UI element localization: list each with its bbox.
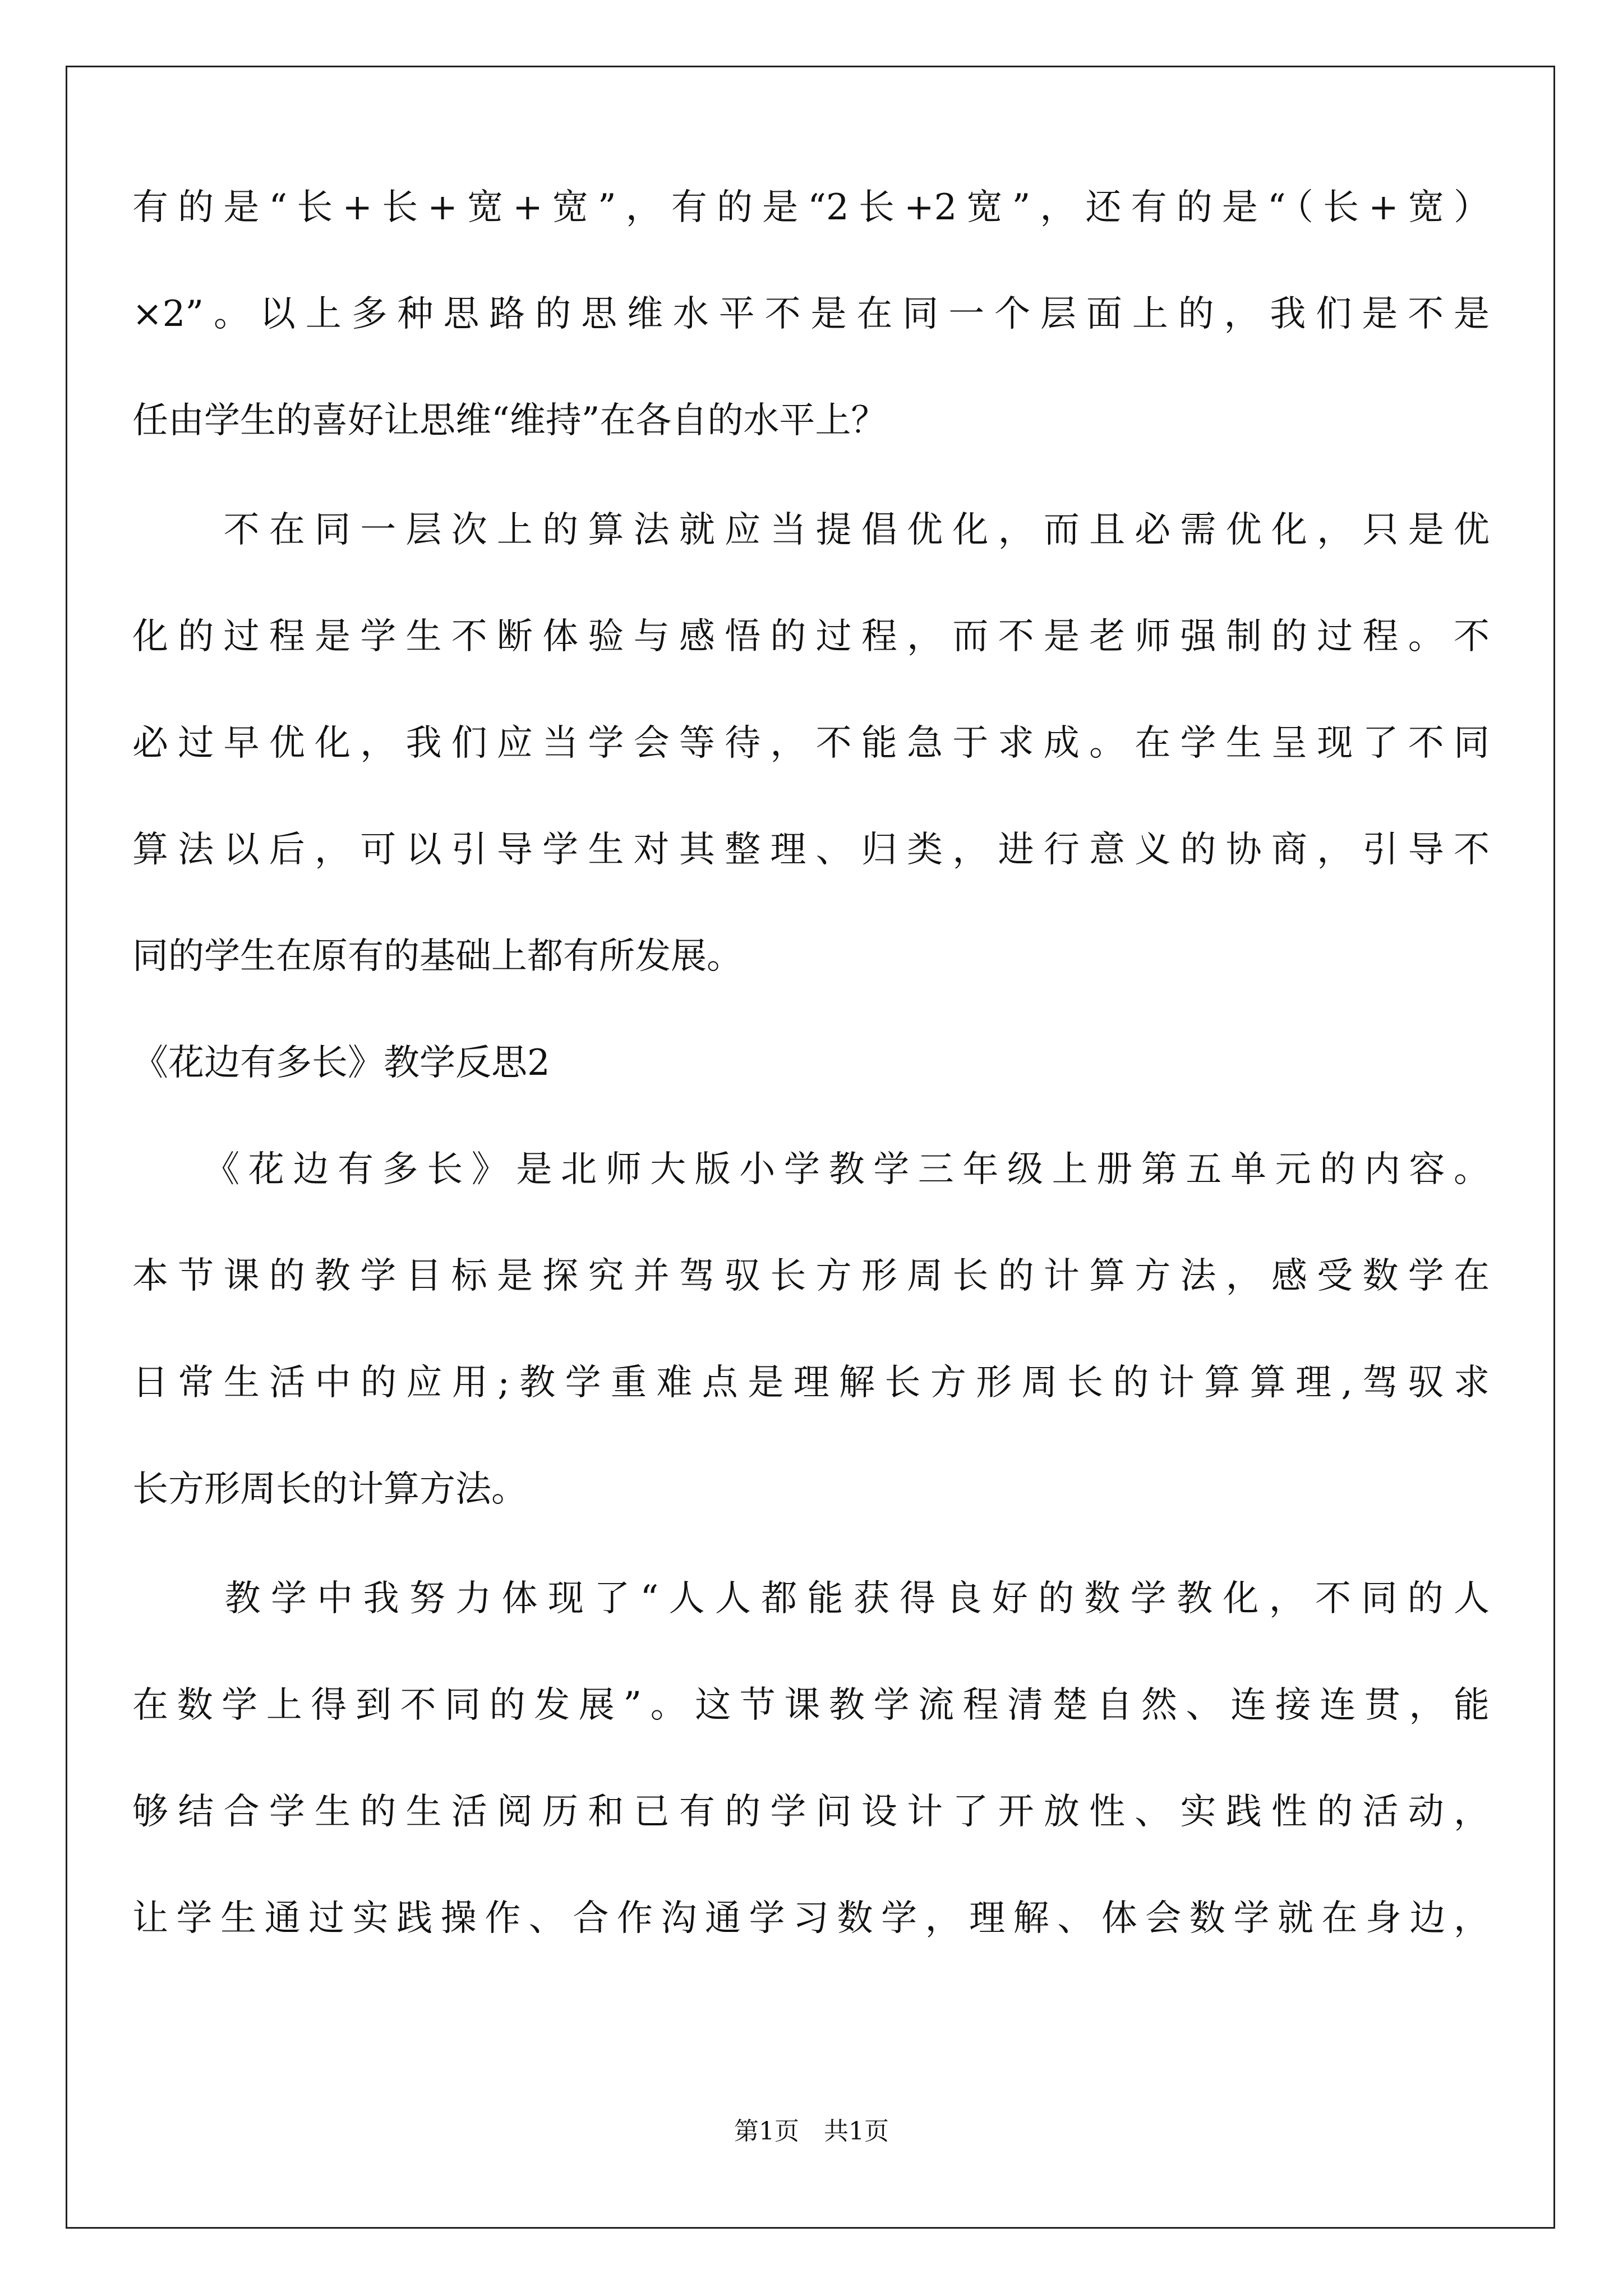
paragraph-line: 任由学生的喜好让思维“维持”在各自的水平上？ (132, 400, 887, 441)
paragraph-line: 算法以后，可以引导学生对其整理、归类，进行意义的协商，引导不 (132, 829, 1490, 871)
section-heading: 《花边有多长》教学反思2 (132, 1042, 550, 1084)
paragraph-line: 化的过程是学生不断体验与感悟的过程，而不是老师强制的过程。不 (132, 616, 1490, 657)
paragraph-line: 本节课的教学目标是探究并驾驭长方形周长的计算方法，感受数学在 (132, 1255, 1490, 1297)
paragraph-line: 不在同一层次上的算法就应当提倡优化，而且必需优化，只是优 (132, 509, 1490, 551)
paragraph-line: 在数学上得到不同的发展”。这节课教学流程清楚自然、连接连贯，能 (132, 1685, 1490, 1726)
page-number-footer: 第1页 共1页 (734, 2117, 889, 2146)
paragraph-line: 必过早优化，我们应当学会等待，不能急于求成。在学生呈现了不同 (132, 723, 1490, 764)
paragraph-line: 《花边有多长》是北师大版小学教学三年级上册第五单元的内容。 (132, 1149, 1490, 1190)
paragraph-line: 日常生活中的应用;教学重难点是理解长方形周长的计算算理,驾驭求 (132, 1362, 1490, 1404)
paragraph-line: 让学生通过实践操作、合作沟通学习数学，理解、体会数学就在身边， (132, 1898, 1490, 1939)
paragraph-line: 够结合学生的生活阅历和已有的学问设计了开放性、实践性的活动， (132, 1791, 1490, 1833)
paragraph-line: 同的学生在原有的基础上都有所发展。 (132, 936, 743, 977)
paragraph-line: ×2”。以上多种思路的思维水平不是在同一个层面上的，我们是不是 (132, 293, 1490, 335)
paragraph-line: 教学中我努力体现了“人人都能获得良好的数学教化，不同的人 (132, 1578, 1490, 1619)
paragraph-line: 长方形周长的计算方法。 (132, 1469, 527, 1510)
paragraph-line: 有的是“长+长+宽+宽”，有的是“2长+2宽”，还有的是“（长+宽） (132, 187, 1490, 228)
